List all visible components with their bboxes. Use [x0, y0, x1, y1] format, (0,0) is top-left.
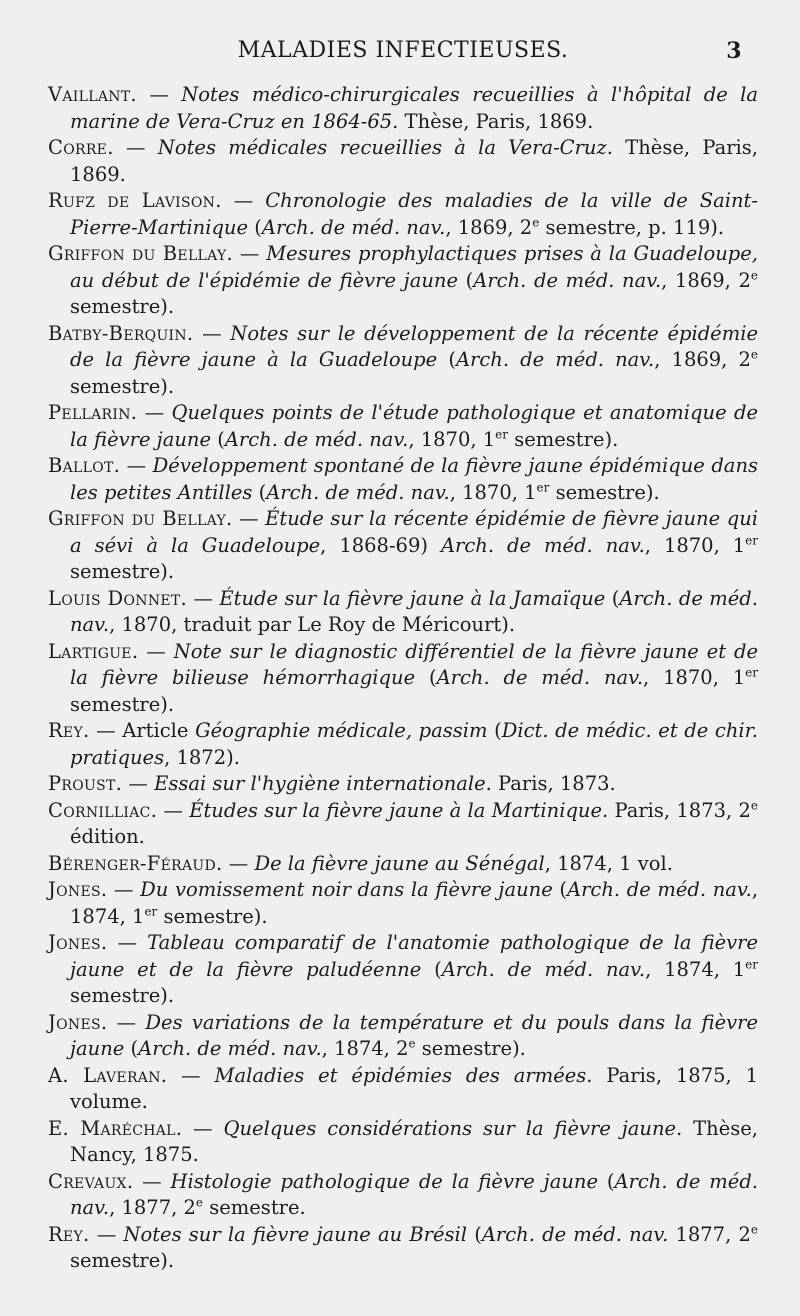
entry-author: Ballot.	[48, 454, 121, 477]
entry-text: —	[113, 136, 158, 159]
entry-title-italic: Note sur le diagnostic différentiel de la fièvre jaune et de la fièvre bilieuse hémorrhagique	[70, 639, 758, 689]
entry-text: (	[211, 427, 225, 451]
entry-text: —	[138, 639, 174, 663]
bibliography-entry	[48, 1116, 758, 1169]
entry-text: semestre).	[508, 427, 619, 451]
entry-title-italic: Arch. de méd. nav.	[440, 533, 645, 557]
entry-author: Jones.	[48, 1010, 108, 1034]
entry-author: Jones.	[48, 931, 108, 954]
entry-title-italic: Arch. de méd. nav.	[261, 215, 446, 239]
ordinal-suffix: er	[745, 665, 759, 680]
entry-text: —	[120, 454, 153, 477]
entry-text: semestre).	[415, 1037, 526, 1060]
entry-text: , 1874, 2	[321, 1037, 409, 1060]
entry-text: (	[552, 878, 567, 901]
entry-text: (	[467, 1222, 482, 1246]
entry-title-italic: Études sur la fièvre jaune à la Martinique.	[189, 798, 609, 822]
entry-text: —	[107, 931, 148, 954]
entry-text: —	[193, 321, 231, 345]
entry-text: Thèse, Paris, 1869.	[70, 136, 758, 186]
bibliography-entry	[48, 639, 758, 719]
entry-author: Rufz de Lavison.	[48, 189, 222, 212]
entry-text: 1877, 2	[668, 1222, 751, 1246]
bibliography-entry	[48, 798, 758, 851]
entry-title-italic: Développement spontané de la fièvre jaune épidémique dans les petites Antilles	[70, 454, 759, 504]
entry-text: —	[107, 1010, 146, 1034]
entry-title-italic: Maladies et épidémies des armées.	[214, 1063, 593, 1087]
entry-title-italic: Du vomissement noir dans la fièvre jaune	[140, 878, 553, 901]
entry-title-italic: Quelques considérations sur la fièvre jaune.	[223, 1116, 683, 1140]
entry-title-italic: Arch. de méd. nav.	[455, 348, 655, 371]
entry-title-italic: Tableau comparatif de l'anatomie pathologique de la fièvre jaune et de la fièvre paludéenne	[70, 931, 758, 981]
bibliography-entry	[48, 1010, 758, 1063]
entry-author: E. Maréchal.	[48, 1116, 183, 1140]
ordinal-suffix: er	[495, 427, 508, 441]
bibliography-list	[48, 82, 758, 1275]
entry-text: (	[487, 719, 502, 742]
bibliography-entry	[48, 82, 758, 135]
entry-text: (	[124, 1037, 139, 1060]
entry-title-italic: Essai sur l'hygiène internationale.	[154, 772, 492, 795]
entry-author: Griffon du Bellay.	[48, 242, 234, 265]
entry-title-italic: Notes sur le développement de la récente épidémie de la fièvre jaune à la Guadeloupe	[70, 321, 758, 371]
bibliography-entry	[48, 241, 758, 321]
bibliography-entry	[48, 453, 758, 506]
entry-text: (	[437, 348, 456, 371]
entry-text: , 1874, 1	[70, 878, 759, 928]
ordinal-suffix: e	[532, 215, 540, 229]
entry-author: A. Laveran.	[48, 1063, 168, 1087]
entry-author: Bérenger-Féraud.	[48, 851, 223, 875]
entry-text: (	[248, 215, 262, 239]
bibliography-entry	[48, 1063, 758, 1116]
entry-text: —	[137, 401, 172, 424]
ordinal-suffix: er	[745, 957, 758, 971]
bibliography-entry	[48, 188, 758, 241]
entry-author: Jones.	[48, 878, 108, 901]
entry-text: édition.	[70, 825, 145, 848]
entry-text: semestre).	[70, 374, 175, 398]
entry-title-italic: Chronologie des maladies de la ville de Saint-Pierre-Martinique	[70, 189, 758, 239]
entry-text: semestre.	[203, 1196, 306, 1219]
entry-title-italic: Arch. de méd. nav.	[70, 586, 758, 636]
entry-text: , 1869, 2	[445, 215, 533, 239]
bibliography-entry	[48, 321, 758, 401]
entry-text: (	[421, 957, 442, 981]
bibliography-entry	[48, 1169, 758, 1222]
entry-text: (	[252, 480, 267, 504]
ordinal-suffix: e	[750, 798, 758, 812]
entry-text: Paris, 1873.	[491, 772, 616, 795]
entry-author: Griffon du Bellay.	[48, 507, 233, 530]
entry-author: Lartigue.	[48, 639, 139, 663]
ordinal-suffix: er	[745, 533, 759, 547]
bibliography-entry	[48, 930, 758, 1010]
entry-text: , 1874, 1	[645, 957, 746, 981]
bibliography-entry	[48, 135, 758, 188]
ordinal-suffix: e	[750, 1222, 758, 1236]
entry-text: (	[415, 666, 437, 689]
entry-title-italic: Arch. de méd. nav.	[70, 1169, 759, 1219]
bibliography-entry	[48, 718, 758, 771]
entry-author: Rey.	[48, 1222, 90, 1246]
entry-text: , 1874, 1 vol.	[544, 851, 673, 875]
ordinal-suffix: e	[750, 347, 759, 362]
entry-text: —	[157, 798, 190, 822]
entry-text: semestre).	[70, 984, 175, 1007]
entry-author: Cornilliac.	[48, 798, 158, 822]
entry-text: —	[233, 242, 267, 265]
entry-title-italic: Étude sur la fièvre jaune à la Jamaïque	[219, 586, 606, 610]
bibliography-entry	[48, 400, 758, 453]
entry-title-italic: De la fièvre jaune au Sénégal	[254, 851, 545, 875]
entry-text: , 1870, 1	[644, 533, 746, 557]
entry-text: semestre).	[70, 560, 175, 583]
ordinal-suffix: e	[750, 268, 759, 282]
bibliography-entry	[48, 506, 758, 586]
page-header	[48, 34, 758, 74]
ordinal-suffix: e	[195, 1195, 204, 1210]
entry-title-italic: Des variations de la température et du pouls dans la fièvre jaune	[70, 1010, 758, 1060]
entry-title-italic: Arch. de méd. nav.	[224, 427, 409, 451]
entry-text: Paris, 1873, 2	[608, 798, 751, 822]
bibliography-entry	[48, 877, 758, 930]
entry-text: —	[89, 1222, 124, 1246]
entry-author: Corre.	[48, 136, 114, 159]
entry-title-italic: Arch. de méd. nav.	[266, 480, 450, 504]
entry-text: —	[122, 772, 155, 795]
entry-author: Pellarin.	[48, 401, 138, 424]
entry-author: Batby-Berquin.	[48, 321, 194, 345]
entry-title-italic: Quelques points de l'étude pathologique et anatomique de la fièvre jaune	[70, 401, 758, 451]
running-title: MALADIES INFECTIEUSES.	[237, 38, 569, 63]
entry-text: Thèse, Nancy, 1875.	[70, 1116, 758, 1166]
entry-title-italic: Arch. de méd. nav.	[567, 878, 752, 901]
entry-title-italic: Histologie pathologique de la fièvre jaune	[170, 1169, 599, 1193]
entry-author: Vaillant.	[48, 83, 137, 106]
entry-text: Thèse, Paris, 1869.	[398, 109, 594, 133]
entry-text: semestre).	[70, 295, 175, 318]
entry-title-italic: Notes médico-chirurgicales recueillies à l'hôpital de la marine de Vera-Cruz en 1864-65.	[70, 83, 758, 133]
entry-author: Louis Donnet.	[48, 586, 188, 610]
entry-text: —	[182, 1116, 224, 1140]
entry-title-italic: Notes médicales recueillies à la Vera-Cruz.	[157, 136, 613, 159]
bibliography-entry	[48, 1222, 758, 1275]
entry-text: semestre).	[157, 904, 268, 928]
page-number: 3	[726, 38, 742, 64]
entry-text: , 1870, 1	[643, 666, 746, 689]
entry-author: Rey.	[48, 719, 90, 742]
entry-author: Proust.	[48, 772, 123, 795]
entry-text: —	[107, 878, 141, 901]
entry-title-italic: Arch. de méd. nav.	[436, 666, 644, 689]
entry-text: —	[187, 586, 220, 610]
entry-text: , 1870, traduit par Le Roy de Méricourt).	[109, 613, 516, 636]
entry-title-italic: Notes sur la fièvre jaune au Brésil	[123, 1222, 468, 1246]
entry-title-italic: Arch. de méd. nav.	[473, 268, 662, 292]
entry-author: Crevaux.	[48, 1169, 134, 1193]
entry-title-italic: Arch. de méd. nav.	[441, 957, 646, 981]
entry-text: semestre).	[70, 1249, 175, 1272]
ordinal-suffix: er	[144, 904, 158, 918]
entry-text: , 1870, 1	[449, 480, 537, 504]
entry-title-italic: Dict. de médic. et de chir. pratiques	[70, 719, 758, 769]
entry-text: — Article	[89, 719, 196, 742]
entry-text: —	[222, 851, 255, 875]
entry-text: (	[605, 586, 620, 610]
entry-text: , 1877, 2	[109, 1196, 196, 1219]
entry-text: semestre, p. 119).	[539, 215, 725, 239]
entry-text: (	[457, 268, 474, 292]
entry-text: —	[221, 189, 266, 212]
entry-text: (	[598, 1169, 615, 1193]
entry-text: semestre).	[70, 692, 175, 716]
entry-title-italic: Arch. de méd. nav.	[481, 1222, 669, 1246]
entry-text: semestre).	[549, 480, 660, 504]
entry-text: , 1870, 1	[408, 427, 496, 451]
entry-text: , 1868-69)	[320, 533, 441, 557]
ordinal-suffix: er	[536, 480, 550, 494]
entry-title-italic: Géographie médicale, passim	[195, 719, 488, 742]
bibliography-entry	[48, 586, 758, 639]
entry-text: , 1869, 2	[661, 268, 751, 292]
entry-text: , 1869, 2	[654, 348, 751, 371]
entry-text: Paris, 1875, 1 volume.	[70, 1063, 759, 1113]
entry-text: , 1872).	[164, 745, 240, 769]
bibliography-entry	[48, 851, 758, 878]
entry-title-italic: Mesures prophylactiques prises à la Guadeloupe, au début de l'épidémie de fièvre jaune	[70, 242, 758, 292]
entry-title-italic: Arch. de méd. nav.	[138, 1037, 322, 1060]
entry-text: —	[133, 1169, 171, 1193]
entry-text: —	[136, 83, 182, 106]
entry-text: —	[167, 1063, 215, 1087]
entry-title-italic: Étude sur la récente épidémie de fièvre jaune qui a sévi à la Guadeloupe	[70, 507, 758, 557]
entry-text: —	[232, 507, 266, 530]
ordinal-suffix: e	[408, 1036, 416, 1051]
bibliography-entry	[48, 771, 758, 798]
